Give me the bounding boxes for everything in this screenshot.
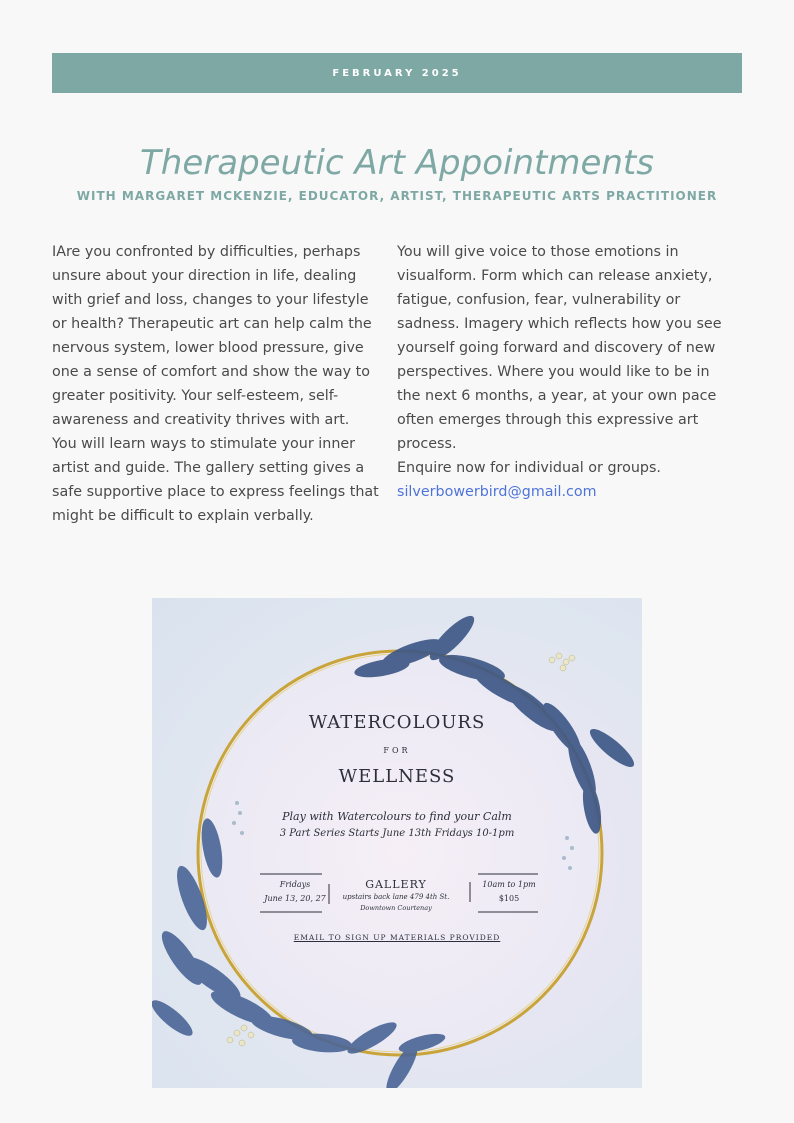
poster-title-for: FOR [383,746,411,755]
page-title: Therapeutic Art Appointments [140,143,654,183]
poster-dates: June 13, 20, 27 [264,894,326,903]
emotions-paragraph: You will give voice to those emotions in visualform. Form which can release anxiety, fatigue, confusion, fear, vulnerability or sadness. Imagery which reflects how you see yourself going forward and discovery of new perspectives. Where you would like to be in the next 6 months, a year, at your own pace often emerges through this expressive art process. [397,244,722,452]
poster-title-wellness: WELLNESS [338,766,456,787]
poster-signup-note: EMAIL TO SIGN UP MATERIALS PROVIDED [293,933,501,942]
page-subtitle: WITH MARGARET MCKENZIE, EDUCATOR, ARTIST, THERAPEUTIC ARTS PRACTITIONER [76,189,718,203]
poster-days: Fridays [279,880,311,889]
watercolours-poster [152,598,642,1088]
right-column [397,240,727,504]
poster-tagline: Play with Watercolours to find your Calm [282,810,512,823]
poster-time: 10am to 1pm [482,880,536,889]
poster-address: upstairs back lane 479 4th St. [342,893,450,901]
date-banner [52,53,742,93]
poster-town: Downtown Courtenay [360,904,432,912]
banner-label: FEBRUARY 2025 [332,67,462,79]
poster-gallery: GALLERY [365,878,427,891]
poster-series-info: 3 Part Series Starts June 13th Fridays 10-1pm [279,828,515,839]
gallery-paragraph: You will learn ways to stimulate your inner artist and guide. The gallery setting gives a safe supportive place to express feelings that might be difficult to explain verbally. [52,436,379,524]
poster-title-watercolours: WATERCOLOURS [308,712,486,733]
leaf-wreath-graphic [152,598,642,1088]
left-column [52,240,382,528]
email-link[interactable]: silverbowerbird@gmail.com [397,484,597,500]
intro-paragraph: IAre you confronted by difficulties, perhaps unsure about your direction in life, dealing with grief and loss, changes to your lifestyle or health? Therapeutic art can help calm the nervous system, lower blood pressure, give one a sense of comfort and show the way to greater positivity. Your self-esteem, self-awareness and creativity thrives with art. [52,244,372,428]
enquire-text: Enquire now for individual or groups. [397,460,661,476]
poster-price: $105 [498,894,520,903]
